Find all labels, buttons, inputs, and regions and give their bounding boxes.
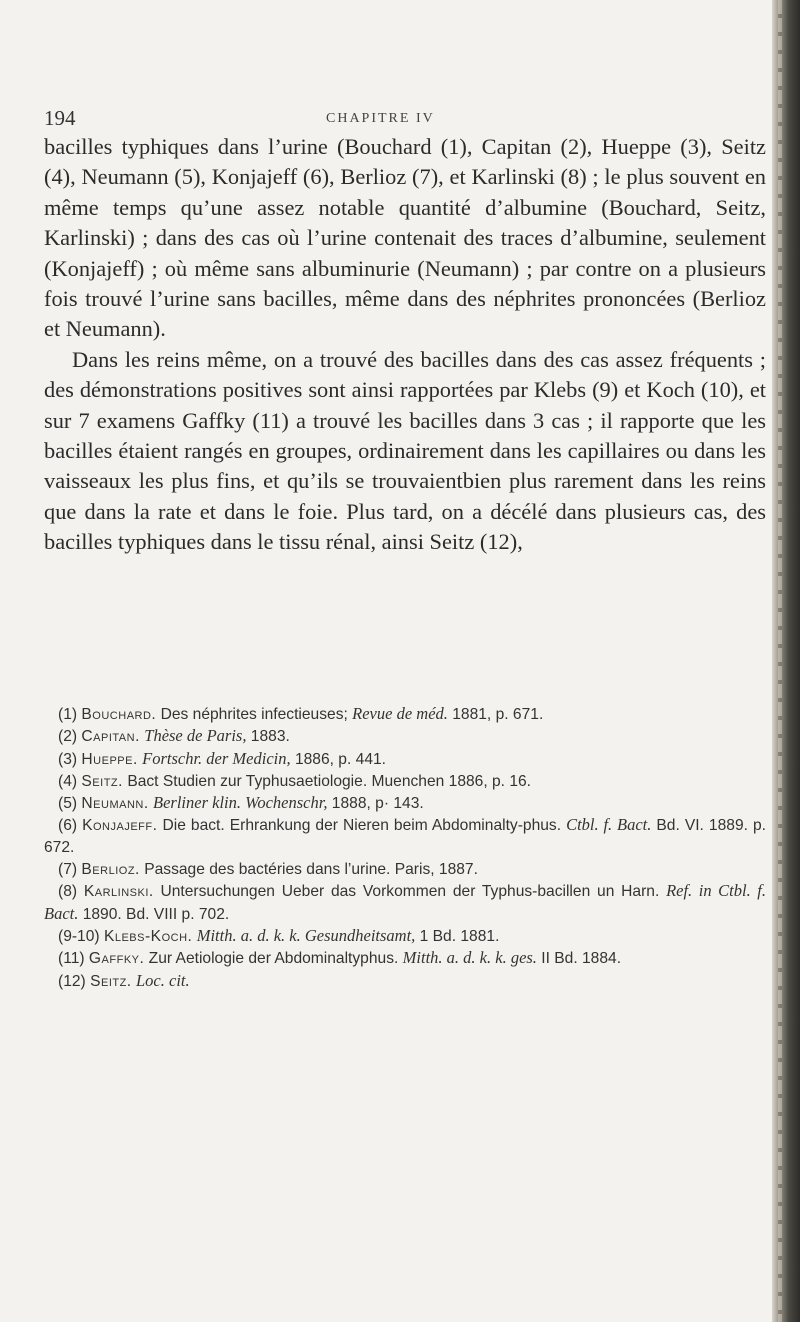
footnote-title: Revue de méd. xyxy=(352,704,448,723)
footnote-title: Mitth. a. d. k. k. Gesundheitsamt, xyxy=(196,925,416,945)
footnote-text: 1 Bd. 1881. xyxy=(415,927,500,945)
footnote-author: Gaffky. xyxy=(88,950,145,968)
footnote-text: 1881, p. 671. xyxy=(447,706,544,723)
footnote-number: (5) xyxy=(58,795,78,813)
footnote-author: Hueppe. xyxy=(81,750,138,768)
footnote-number: (11) xyxy=(58,950,85,968)
footnote-text: Bact Studien zur Typhusaetiologie. Muenchen 1886, p. 16. xyxy=(122,772,532,790)
footnote-author: Neumann. xyxy=(81,795,149,813)
footnote-number: (6) xyxy=(58,817,78,835)
footnote xyxy=(44,748,766,770)
page-number: 194 xyxy=(44,106,76,130)
footnote-text: Passage des bactéries dans l’urine. Paris, 1887. xyxy=(139,861,478,879)
footnote-text: Untersuchungen Ueber das Vorkommen der Typhus-bacillen un Harn. xyxy=(153,883,667,901)
footnote-author: Klebs-Koch. xyxy=(103,927,193,945)
footnote xyxy=(44,970,766,992)
footnote-author: Berlioz. xyxy=(81,861,140,879)
footnote xyxy=(44,858,766,880)
footnote-title: Mitth. a. d. k. k. ges. xyxy=(402,948,537,968)
footnote-author: Capitan. xyxy=(81,728,140,746)
book-binding-edge xyxy=(772,0,800,1322)
footnote-author: Seitz. xyxy=(81,772,123,790)
footnote-text: 1890. Bd. VIII p. 702. xyxy=(78,905,230,923)
footnote xyxy=(44,814,766,858)
body-text xyxy=(44,132,766,558)
footnote-text: Des néphrites infectieuses; xyxy=(156,706,353,723)
footnote xyxy=(44,880,766,925)
footnote-text: Die bact. Erhrankung der Nieren beim Abdominalty-phus. xyxy=(157,817,567,835)
footnote-text: 1888, p· 143. xyxy=(327,795,424,813)
footnote-text: 1886, p. 441. xyxy=(290,750,386,768)
footnote-author: Karlinski. xyxy=(83,883,154,901)
footnote-number: (4) xyxy=(58,772,78,790)
footnote xyxy=(44,792,766,814)
body-paragraph-1: bacilles typhiques dans l’urine (Bouchard (1), Capitan (2), Hueppe (3), Seitz (4), Neumann (5), Konjajeff (6), Berlioz (7), et Karlinski (8) ; le plus souvent en même temps qu’une assez notable quantité d’albumine (Bouchard, Seitz, Karlinski) ; dans des cas où l’urine contenait des traces d’albumine, seulement (Konjajeff) ; où même sans albuminurie (Neumann) ; par contre on a plusieurs fois trouvé l’urine sans bacilles, même dans des néphrites prononcées (Berlioz et Neumann). xyxy=(44,134,766,342)
footnote-text: Zur Aetiologie der Abdominaltyphus. xyxy=(144,950,403,968)
footnote-number: (9-10) xyxy=(58,927,100,945)
footnote-text: II Bd. 1884. xyxy=(536,950,622,968)
footnote-number: (3) xyxy=(58,750,78,768)
footnote-number: (12) xyxy=(58,972,86,990)
footnote-number: (7) xyxy=(58,861,78,879)
page-header xyxy=(44,106,764,132)
footnote-title: Fortschr. der Medicin, xyxy=(142,748,291,768)
footnote-title: Ctbl. f. Bact. xyxy=(566,815,652,835)
footnote xyxy=(44,947,766,969)
footnote-title: Ref. in Ctbl. f. Bact. xyxy=(44,881,766,923)
footnote-author: Seitz. xyxy=(90,972,132,990)
footnote-author: Konjajeff. xyxy=(82,817,158,835)
footnotes xyxy=(44,703,766,992)
footnote-text: Bd. VI. 1889. p. 672. xyxy=(44,817,766,856)
running-head: CHAPITRE IV xyxy=(326,111,435,126)
footnote xyxy=(44,725,766,747)
footnote-title: Loc. cit. xyxy=(136,970,190,990)
footnote-title: Berliner klin. Wochenschr, xyxy=(153,793,328,813)
footnote-number: (1) xyxy=(58,706,78,723)
footnote-number: (2) xyxy=(58,728,78,746)
footnote-title: Thèse de Paris, xyxy=(144,726,247,746)
footnote xyxy=(44,770,766,792)
body-paragraph-2: Dans les reins même, on a trouvé des bacilles dans des cas assez fréquents ; des démonstrations positives sont ainsi rapportées par Klebs (9) et Koch (10), et sur 7 examens Gaffky (11) a trouvé les bacilles dans 3 cas ; il rapporte que les bacilles étaient rangés en groupes, ordinairement dans les capillaires ou dans les vaisseaux les plus fins, et qu’ils se trouvaientbien plus rarement dans les reins que dans la rate et dans le foie. Plus tard, on a décélé dans plusieurs cas, des bacilles typhiques dans le tissu rénal, ainsi Seitz (12), xyxy=(44,346,766,555)
footnote xyxy=(44,703,766,725)
footnote-author: Bouchard. xyxy=(81,706,157,723)
footnote-number: (8) xyxy=(58,883,78,901)
footnote-text: 1883. xyxy=(246,728,290,746)
footnote xyxy=(44,925,766,947)
